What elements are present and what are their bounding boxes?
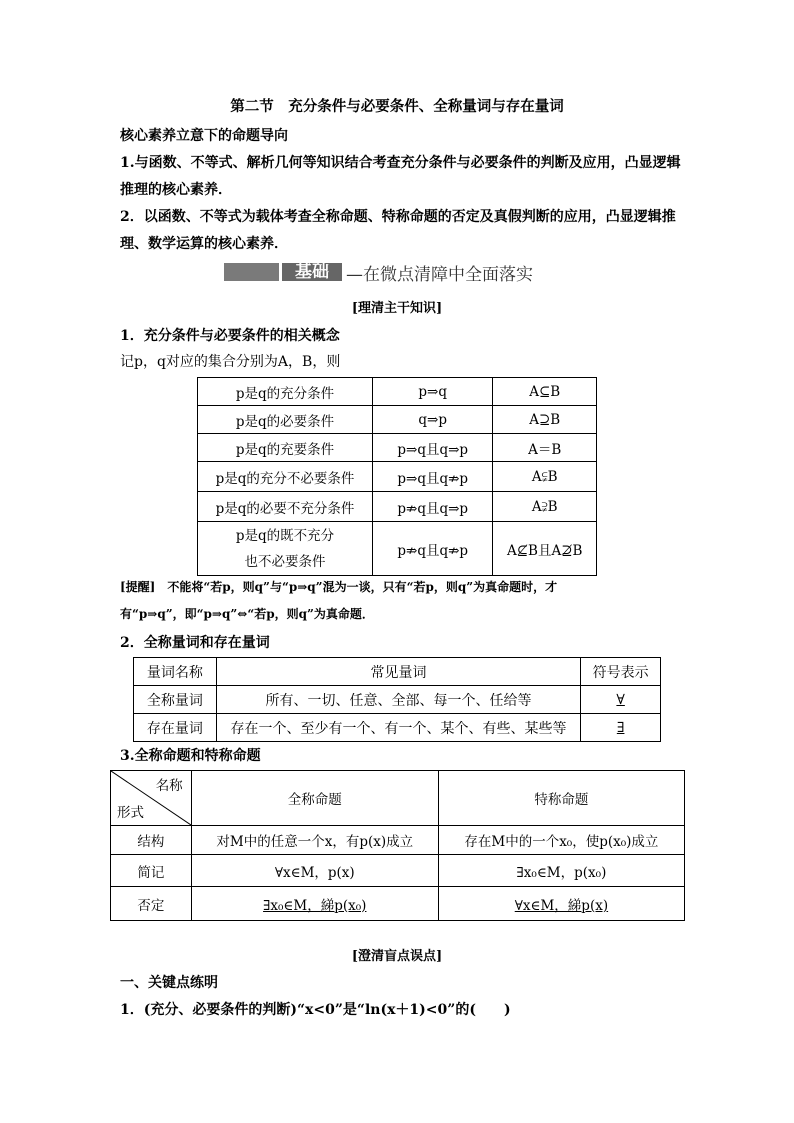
table-cell: 存在量词 xyxy=(134,714,217,742)
intro-p2-line2: 理、数学运算的核心素养． xyxy=(120,236,288,252)
table-cell: 存在一个、至少有一个、有一个、某个、有些、某些等 xyxy=(216,714,581,742)
table-row xyxy=(111,887,685,921)
table-cell: ∀x∈M，p(x) xyxy=(191,855,438,887)
section-banner xyxy=(224,260,564,286)
table-row xyxy=(198,434,597,462)
corner-top-label: 名称 xyxy=(155,778,183,794)
table-cell: p是q的必要条件 xyxy=(198,406,373,434)
page-title: 第二节 充分条件与必要条件、全称量词与存在量词 xyxy=(230,98,564,115)
condition-table xyxy=(197,377,597,576)
table-row xyxy=(198,378,597,406)
quantifier-table xyxy=(133,657,661,742)
section3-title: 3.全称命题和特称命题 xyxy=(120,748,261,764)
banner-main: 基础 xyxy=(282,263,342,281)
table-row xyxy=(134,714,661,742)
intro-p2-line1: 2．以函数、不等式为载体考查全称命题、特称命题的否定及真假判断的应用，凸显逻辑推 xyxy=(120,209,676,225)
intro-heading: 核心素养立意下的命题导向 xyxy=(120,128,288,144)
section1-lead: 记p，q对应的集合分别为A，B，则 xyxy=(120,354,341,370)
table-cell: p⇒q且q⇏p xyxy=(373,462,493,492)
table-cell: A＝B xyxy=(493,434,597,462)
table-cell: p是q的充要条件 xyxy=(198,434,373,462)
table-cell: p⇒q且q⇒p xyxy=(373,434,493,462)
table-header: 特称命题 xyxy=(438,771,684,826)
table-cell: ∃x₀∈M，綈p(x₀) xyxy=(191,887,438,921)
banner-bar xyxy=(224,263,279,281)
table-header: 全称命题 xyxy=(191,771,438,826)
table-cell: 存在M中的一个x₀，使p(x₀)成立 xyxy=(438,826,684,855)
table-cell: 所有、一切、任意、全部、每一个、任给等 xyxy=(216,686,581,714)
table-header: 符号表示 xyxy=(581,658,661,686)
proposition-table xyxy=(110,770,685,921)
table-row xyxy=(134,686,661,714)
table-cell: 否定 xyxy=(111,887,192,921)
table-cell: ∀x∈M，綈p(x) xyxy=(438,887,684,921)
table-cell: p是q的充分不必要条件 xyxy=(198,462,373,492)
table-row xyxy=(111,855,685,887)
table-header: 常见量词 xyxy=(216,658,581,686)
table-cell: 对M中的任意一个x，有p(x)成立 xyxy=(191,826,438,855)
table-cell: A⊇B xyxy=(493,406,597,434)
section2-title: 2．全称量词和存在量词 xyxy=(120,635,270,651)
table-cell: 简记 xyxy=(111,855,192,887)
corner-cell xyxy=(111,771,192,826)
table-header-row xyxy=(134,658,661,686)
table-header: 量词名称 xyxy=(134,658,217,686)
table-cell: A⊆B xyxy=(493,378,597,406)
cell-line: p是q的既不充分 xyxy=(235,527,335,544)
table-cell: 全称量词 xyxy=(134,686,217,714)
table-cell: A⊈B且A⊉B xyxy=(493,522,597,576)
section1-item-title: 1．充分条件与必要条件的相关概念 xyxy=(120,328,340,344)
table-header-row xyxy=(111,771,685,826)
table-cell: 结构 xyxy=(111,826,192,855)
banner-sub: —在微点清障中全面落实 xyxy=(346,265,533,285)
corner-diagonal xyxy=(111,771,191,825)
question-1: 1．(充分、必要条件的判断)“x<0”是“ln(x＋1)<0”的( ) xyxy=(120,1002,511,1018)
table-cell: ∃x₀∈M，p(x₀) xyxy=(438,855,684,887)
tip-line1: [提醒] 不能将“若p，则q”与“p⇒q”混为一谈，只有“若p，则q”为真命题时，才 xyxy=(120,580,558,594)
table-cell: p⇏q且q⇏p xyxy=(373,522,493,576)
table-row xyxy=(198,522,597,576)
intro-p1-line2: 推理的核心素养． xyxy=(120,182,232,198)
table-row xyxy=(198,492,597,522)
table-row xyxy=(198,406,597,434)
table-cell: p⇏q且q⇒p xyxy=(373,492,493,522)
cell-line: 也不必要条件 xyxy=(244,553,326,570)
section1-heading: [理清主干知识] xyxy=(351,301,443,316)
table-cell: p是q的充分条件 xyxy=(198,378,373,406)
table-cell: ∀ xyxy=(581,686,661,714)
table-row xyxy=(198,462,597,492)
table-cell: A⫋B xyxy=(493,462,597,492)
section4-heading: [澄清盲点误点] xyxy=(351,949,443,964)
table-cell: ∃ xyxy=(581,714,661,742)
table-row xyxy=(111,826,685,855)
table-cell: A⫌B xyxy=(493,492,597,522)
section4-sub: 一、关键点练明 xyxy=(120,975,218,991)
table-cell: p⇒q xyxy=(373,378,493,406)
table-cell xyxy=(198,522,373,576)
table-cell: p是q的必要不充分条件 xyxy=(198,492,373,522)
table-cell: q⇒p xyxy=(373,406,493,434)
intro-p1-line1: 1.与函数、不等式、解析几何等知识结合考查充分条件与必要条件的判断及应用，凸显逻辑 xyxy=(120,155,681,171)
corner-bottom-label: 形式 xyxy=(117,805,144,821)
tip-line2: 有“p⇒q”，即“p⇒q”⇔“若p，则q”为真命题． xyxy=(120,607,374,621)
